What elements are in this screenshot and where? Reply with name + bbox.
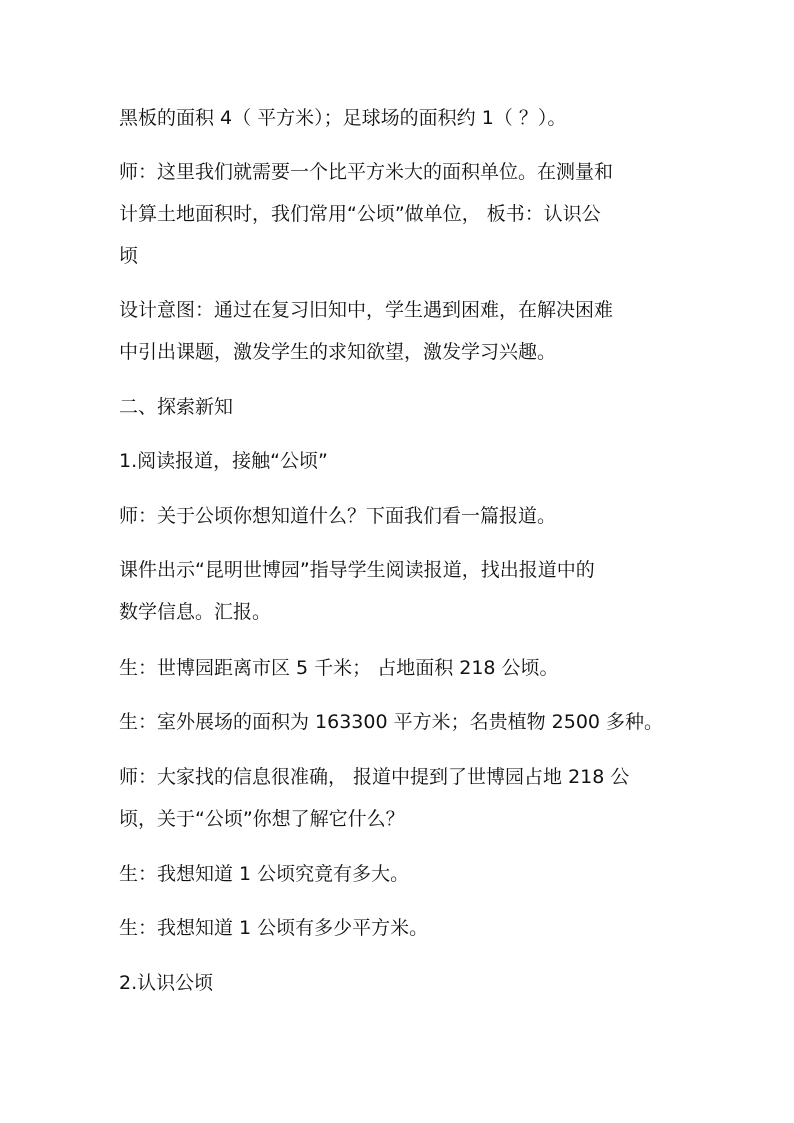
text-line: 生：世博园距离市区 5 千米； 占地面积 218 公顷。 bbox=[119, 657, 559, 679]
text-line: 设计意图：通过在复习旧知中，学生遇到困难，在解决困难 bbox=[119, 299, 614, 321]
text-line: 黑板的面积 4（ 平方米）；足球场的面积约 1（ ？）。 bbox=[119, 107, 567, 129]
section-heading: 二、探索新知 bbox=[119, 396, 234, 418]
text-line: 顷，关于“公顷”你想了解它什么？ bbox=[119, 808, 405, 830]
text-line: 师：关于公顷你想知道什么？下面我们看一篇报道。 bbox=[119, 505, 557, 527]
text-line: 数学信息。汇报。 bbox=[119, 601, 272, 623]
text-line: 课件出示“昆明世博园”指导学生阅读报道，找出报道中的 bbox=[119, 559, 595, 581]
subsection-heading: 1.阅读报道，接触“公顷” bbox=[119, 450, 328, 472]
text-line: 师：这里我们就需要一个比平方米大的面积单位。在测量和 bbox=[119, 161, 614, 183]
text-line: 生：我想知道 1 公顷有多少平方米。 bbox=[119, 917, 429, 939]
text-line: 生：我想知道 1 公顷究竟有多大。 bbox=[119, 863, 410, 885]
text-line: 中引出课题，激发学生的求知欲望，激发学习兴趣。 bbox=[119, 341, 557, 363]
text-line: 顷 bbox=[119, 245, 139, 267]
text-line: 生：室外展场的面积为 163300 平方米；名贵植物 2500 多种。 bbox=[119, 711, 664, 733]
text-line: 计算土地面积时，我们常用“公顷”做单位， 板书：认识公 bbox=[119, 203, 601, 225]
subsection-heading: 2.认识公顷 bbox=[119, 972, 214, 994]
text-line: 师：大家找的信息很准确， 报道中提到了世博园占地 218 公 bbox=[119, 766, 630, 788]
